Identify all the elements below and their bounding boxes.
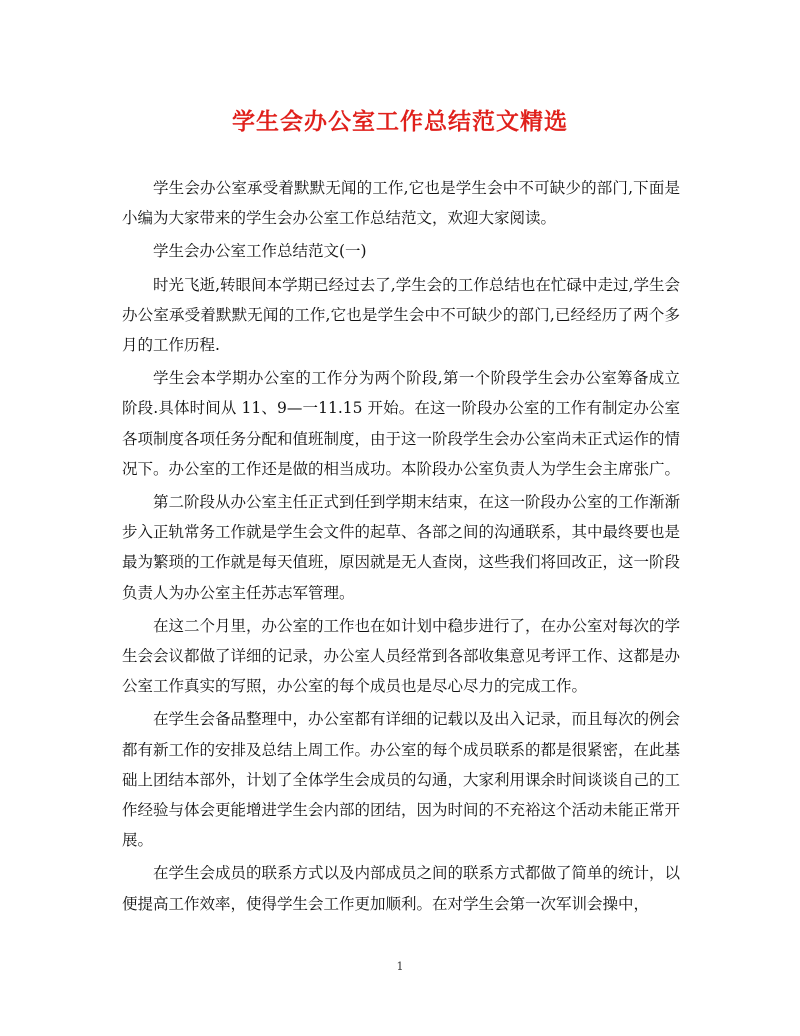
document-title: 学生会办公室工作总结范文精选 xyxy=(232,108,568,135)
paragraph-4: 在这二个月里，办公室的工作也在如计划中稳步进行了，在办公室对每次的学生会会议都做了详细的记录，办公室人员经常到各部收集意见考评工作、这都是办公室工作真实的写照，办公室的每个成员也是尽心尽力的完成工作。 xyxy=(122,616,681,696)
paragraph-intro: 学生会办公室承受着默默无闻的工作,它也是学生会中不可缺少的部门,下面是小编为大家带来的学生会办公室工作总结范文，欢迎大家阅读。 xyxy=(122,179,680,228)
paragraph-5: 在学生会备品整理中，办公室都有详细的记载以及出入记录，而且每次的例会都有新工作的安排及总结上周工作。办公室的每个成员联系的都是很紧密，在此基础上团结本部外，计划了全体学生会成员的勾通，大家利用课余时间谈谈自己的工作经验与体会更能增进学生会内部的团结，因为时间的不充裕这个活动未能正常开展。 xyxy=(122,710,681,850)
paragraph-3: 第二阶段从办公室主任正式到任到学期末结束，在这一阶段办公室的工作渐渐步入正轨常务工作就是学生会文件的起草、各部之间的沟通联系，其中最终要也是最为繁琐的工作就是每天值班，原因就是无人查岗，这些我们将回改正，这一阶段负责人为办公室主任苏志军管理。 xyxy=(122,493,681,602)
page-number: 1 xyxy=(396,960,404,973)
paragraph-1: 时光飞逝,转眼间本学期已经过去了,学生会的工作总结也在忙碌中走过,学生会办公室承受着默默无闻的工作,它也是学生会中不可缺少的部门,已经经历了两个多月的工作历程. xyxy=(122,275,680,355)
document-body xyxy=(122,173,680,922)
paragraph-2: 学生会本学期办公室的工作分为两个阶段,第一个阶段学生会办公室筹备成立阶段.具体时间从 11、9—一11.15 开始。在这一阶段办公室的工作有制定办公室各项制度各项任务分配和值班制度，由于这一阶段学生会办公室尚未正式运作的情况下。办公室的工作还是做的相当成功。本阶段办公室负责人为学生会主席张广。 xyxy=(122,369,681,478)
paragraph-subheading: 学生会办公室工作总结范文(一) xyxy=(153,242,367,261)
paragraph-6: 在学生会成员的联系方式以及内部成员之间的联系方式都做了简单的统计，以便提高工作效率，使得学生会工作更加顺利。在对学生会第一次军训会操中， xyxy=(122,864,681,913)
